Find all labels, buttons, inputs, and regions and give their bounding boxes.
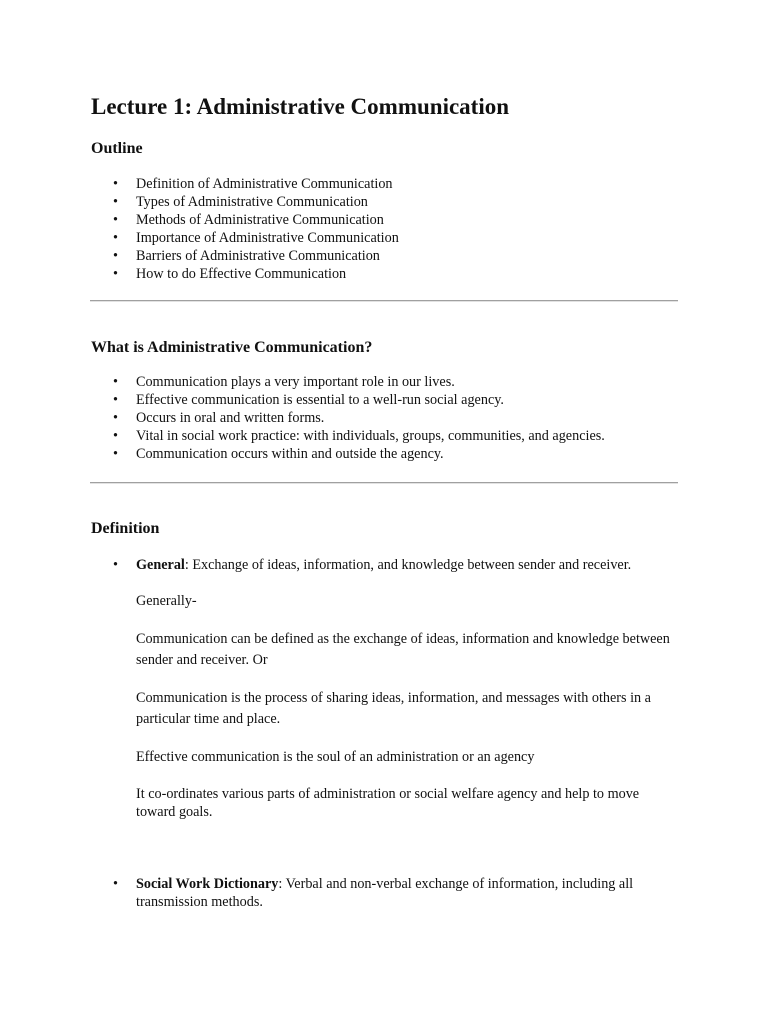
- definition-text: : Exchange of ideas, information, and knowledge between sender and receiver.: [184, 557, 632, 573]
- list-item: • Communication plays a very important role in our lives.: [113, 374, 455, 390]
- bullet-icon: •: [113, 247, 118, 264]
- bullet-icon: •: [113, 409, 118, 426]
- list-item: • Effective communication is essential to a well-run social agency.: [113, 391, 504, 408]
- bullet-icon: •: [113, 176, 118, 192]
- list-item: • Importance of Administrative Communication: [113, 229, 399, 246]
- list-item: • Barriers of Administrative Communication: [113, 247, 380, 264]
- list-item: • Types of Administrative Communication: [113, 193, 368, 210]
- section-divider: [90, 300, 678, 302]
- page-title: Lecture 1: Administrative Communication: [91, 94, 510, 119]
- definition-term: Social Work Dictionary: [136, 876, 279, 892]
- list-item: • Definition of Administrative Communication: [113, 176, 393, 192]
- bullet-icon: •: [113, 445, 118, 462]
- list-item: • Vital in social work practice: with individuals, groups, communities, and agencies.: [113, 427, 605, 444]
- paragraph: Communication is the process of sharing ideas, information, and messages with others in a particular time and place.: [136, 690, 651, 727]
- outline-list: [91, 176, 399, 283]
- bullet-icon: •: [113, 427, 118, 444]
- paragraph: It co-ordinates various parts of administration or social welfare agency and help to move toward goals.: [136, 786, 640, 820]
- paragraph: Generally-: [136, 593, 197, 609]
- list-item: • How to do Effective Communication: [113, 265, 347, 282]
- outline-heading: Outline: [91, 140, 143, 157]
- bullet-icon: •: [113, 211, 118, 228]
- bullet-icon: •: [113, 876, 118, 892]
- list-item: • Communication occurs within and outside the agency.: [113, 445, 444, 462]
- definition-term: General: [136, 557, 185, 573]
- list-item: • Methods of Administrative Communication: [113, 211, 384, 228]
- bullet-icon: •: [113, 265, 118, 282]
- paragraph: Effective communication is the soul of an administration or an agency: [136, 749, 535, 765]
- definition-heading: Definition: [91, 520, 160, 537]
- what-is-list: [91, 374, 605, 464]
- list-item: • Occurs in oral and written forms.: [113, 409, 325, 426]
- paragraph: Communication can be defined as the exchange of ideas, information and knowledge between sender and receiver. Or: [136, 631, 670, 668]
- section-divider: [90, 482, 678, 484]
- bullet-icon: •: [113, 229, 118, 246]
- bullet-icon: •: [113, 557, 118, 573]
- what-is-heading: What is Administrative Communication?: [91, 339, 373, 356]
- bullet-icon: •: [113, 193, 118, 210]
- bullet-icon: •: [113, 374, 118, 390]
- bullet-icon: •: [113, 391, 118, 408]
- definition-text: : Verbal and non-verbal exchange of information, including all transmission methods.: [136, 876, 634, 910]
